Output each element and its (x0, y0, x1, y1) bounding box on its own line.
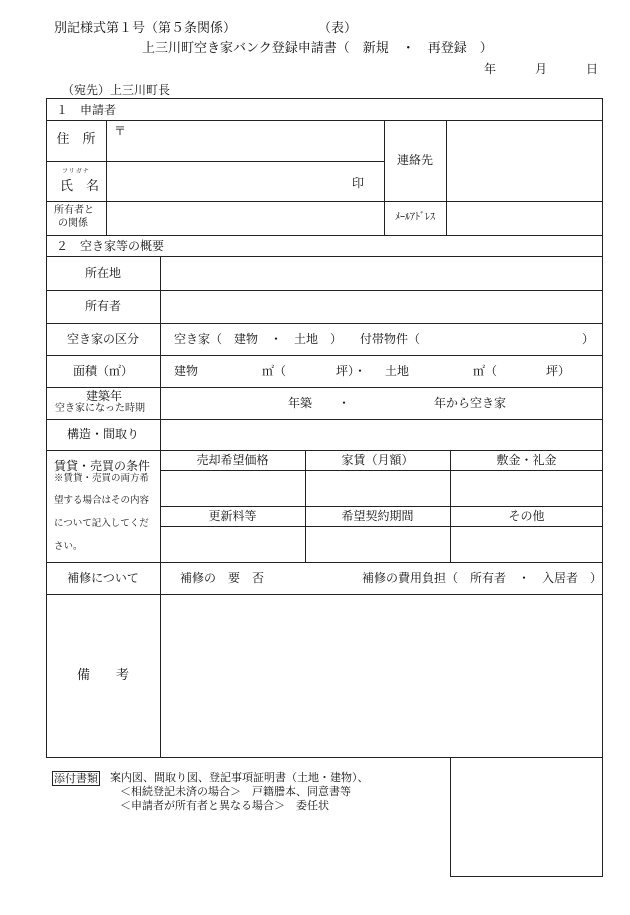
date-month: 月 (535, 62, 548, 76)
col-other: その他 (508, 508, 545, 523)
owner-label: 所有者 (84, 299, 121, 313)
name-label: 氏 名 (60, 179, 100, 194)
location-label: 所在地 (84, 265, 121, 280)
area-building-tsubo: 坪）・ (336, 364, 367, 378)
location-field[interactable] (161, 257, 602, 290)
email-label: ﾒｰﾙｱﾄﾞﾚｽ (395, 211, 435, 223)
repair-label: 補修について (67, 570, 139, 585)
area-building-label: 建物 (174, 364, 199, 378)
contact-label: 連絡先 (396, 153, 433, 167)
address-field[interactable] (107, 121, 383, 161)
col-renewal: 更新料等 (208, 508, 257, 523)
furigana-label: フリガナ (62, 168, 90, 175)
built-year-suffix: 年築 (288, 396, 313, 410)
col-rent: 家賃（月額） (341, 452, 414, 467)
reception-stamp-box (450, 757, 603, 877)
attachments-line3: ＜申請者が所有者と異なる場合＞ 委任状 (120, 799, 329, 812)
structure-field[interactable] (161, 420, 602, 450)
sale-price-field[interactable] (161, 471, 305, 506)
conditions-note-line4: さい。 (54, 541, 83, 552)
area-building-m2: ㎡（ (262, 364, 287, 378)
rent-field[interactable] (306, 471, 450, 506)
remarks-field[interactable] (161, 595, 602, 757)
conditions-note-line3: について記入してくだ (54, 518, 149, 529)
built-label-line2: 空き家になった時期 (55, 403, 145, 414)
section-overview-title: ２ 空き家等の概要 (56, 239, 165, 253)
built-separator: ・ (338, 396, 351, 410)
repair-cost: 補修の費用負担（ 所有者 ・ 入居者 ） (362, 571, 603, 585)
date-day: 日 (586, 62, 599, 76)
area-label: 面積（㎡） (72, 363, 133, 378)
category-value: 空き家（ 建物 ・ 土地 ） 付帯物件（ (174, 332, 421, 346)
structure-label: 構造・間取り (66, 427, 139, 441)
area-land-label: 土地 (385, 364, 410, 378)
col-period: 希望契約期間 (341, 508, 414, 523)
relation-label-line2: の関係 (58, 218, 88, 229)
form-side-label: （表） (318, 21, 358, 36)
built-label-line1: 建築年 (86, 389, 123, 403)
relation-label-line1: 所有者と (54, 205, 94, 216)
remarks-label: 備 考 (76, 667, 129, 683)
form-number: 別記様式第１号（第５条関係） (54, 21, 237, 36)
addressee: （宛先）上三川町長 (62, 83, 171, 97)
repair-need: 補修の 要 否 (180, 571, 265, 585)
area-land-m2: ㎡（ (473, 364, 498, 378)
relation-field[interactable] (107, 202, 383, 235)
section-applicant-title: １ 申請者 (56, 103, 117, 117)
category-label: 空き家の区分 (66, 331, 139, 346)
col-sale-price: 売却希望価格 (196, 452, 269, 467)
conditions-note-line1: ※賃貸・売買の両方希 (54, 473, 150, 484)
attachments-label: 添付書類 (54, 772, 98, 785)
address-label: 住 所 (56, 132, 96, 148)
name-field[interactable] (107, 162, 383, 201)
other-field[interactable] (451, 527, 602, 562)
conditions-label: 賃貸・売買の条件 (54, 459, 151, 473)
period-field[interactable] (306, 527, 450, 562)
deposit-field[interactable] (451, 471, 602, 506)
conditions-note-line2: 望する場合はその内容 (54, 495, 150, 506)
seal-mark: 印 (352, 176, 365, 190)
attachments-line2: ＜相続登記未済の場合＞ 戸籍謄本、同意書等 (120, 785, 351, 798)
renewal-field[interactable] (161, 527, 305, 562)
category-close: ） (582, 332, 595, 346)
date-year: 年 (484, 62, 497, 76)
owner-field[interactable] (161, 291, 602, 323)
email-field[interactable] (447, 202, 602, 235)
form-title: 上三川町空き家バンク登録申請書（ 新規 ・ 再登録 ） (142, 41, 493, 56)
attachments-line1: 案内図、間取り図、登記事項証明書（土地・建物）、 (110, 771, 369, 784)
vacant-since-suffix: 年から空き家 (434, 396, 507, 410)
col-deposit: 敷金・礼金 (496, 452, 557, 467)
postal-mark: 〒 (114, 124, 127, 138)
contact-field[interactable] (447, 121, 602, 201)
area-land-tsubo: 坪） (546, 364, 571, 378)
